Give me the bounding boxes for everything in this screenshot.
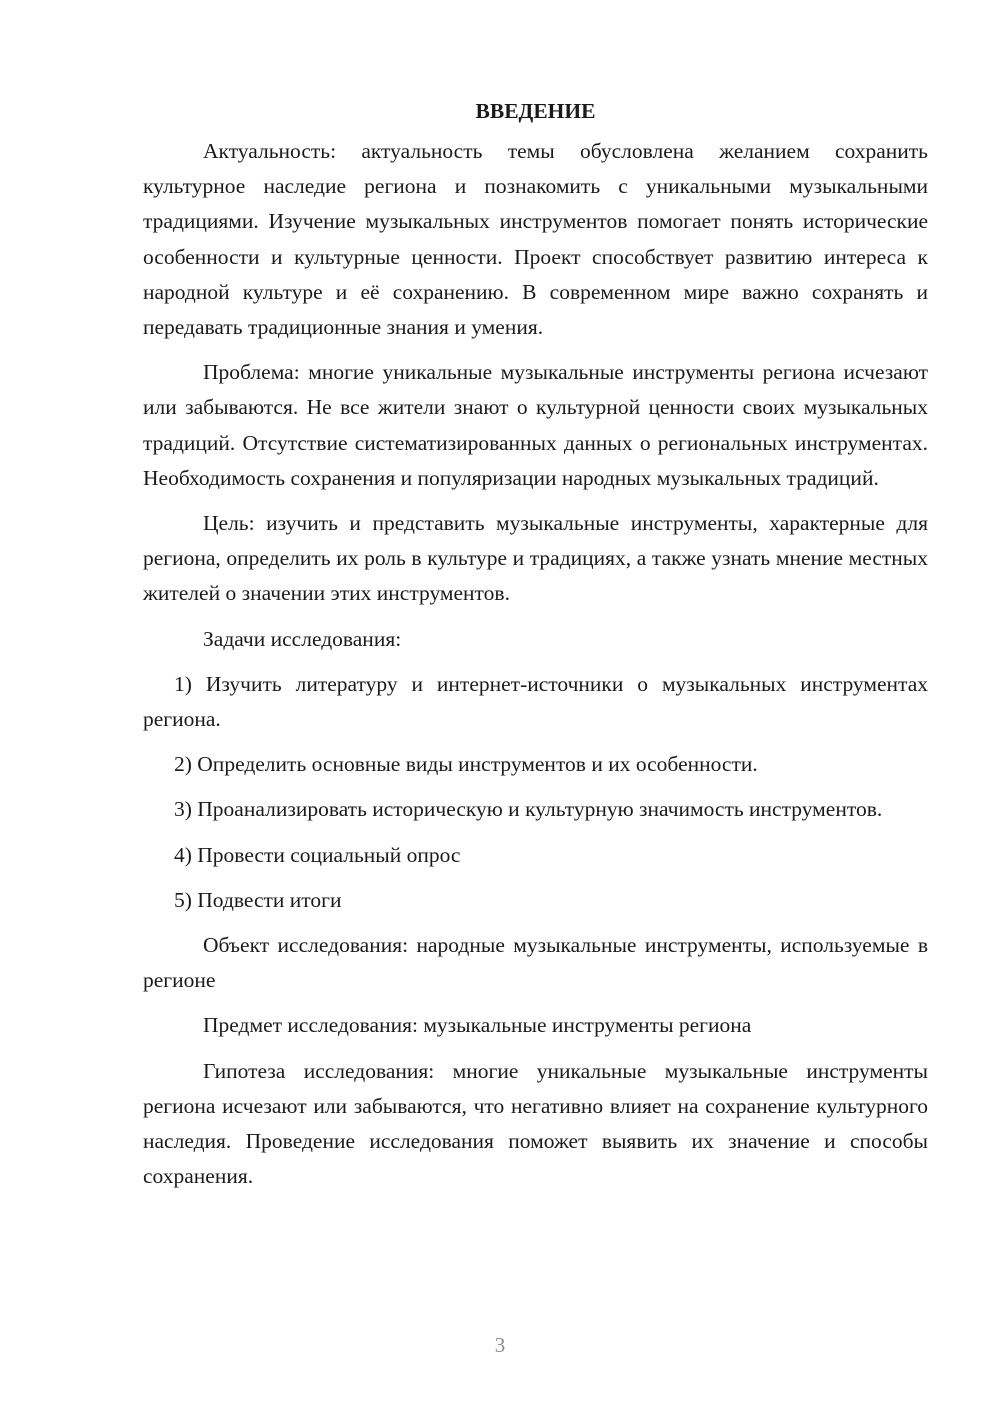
task-item-4: 4) Провести социальный опрос bbox=[174, 842, 461, 867]
task-item-5: 5) Подвести итоги bbox=[174, 887, 342, 912]
object-paragraph: Объект исследования: народные музыкальные инструменты, используемые в регионе bbox=[143, 933, 928, 993]
document-page bbox=[143, 96, 928, 1204]
task-item-3: 3) Проанализировать историческую и культурную значимость инструментов. bbox=[174, 797, 883, 822]
tasks-heading: Задачи исследования: bbox=[203, 626, 402, 651]
page-title: ВВЕДЕНИЕ bbox=[475, 99, 596, 123]
problem-paragraph: Проблема: многие уникальные музыкальные инструменты региона исчезают или забываются. Не все жители знают о культурной ценности своих музыкальных традиций. Отсутствие систематизированных данных о региональных инструментах. Необходимость сохранения и популяризации народных музыкальных традиций. bbox=[143, 360, 928, 490]
relevance-paragraph: Актуальность: актуальность темы обусловлена желанием сохранить культурное наследие региона и познакомить с уникальными музыкальными традициями. Изучение музыкальных инструментов помогает понять исторические особенности и культурные ценности. Проект способствует развитию интереса к народной культуре и её сохранению. В современном мире важно сохранять и передавать традиционные знания и умения. bbox=[143, 139, 928, 340]
subject-paragraph: Предмет исследования: музыкальные инструменты региона bbox=[203, 1013, 752, 1038]
hypothesis-paragraph: Гипотеза исследования: многие уникальные музыкальные инструменты региона исчезают или забываются, что негативно влияет на сохранение культурного наследия. Проведение исследования поможет выявить их значение и способы сохранения. bbox=[143, 1058, 928, 1189]
task-item-1: 1) Изучить литературу и интернет-источники о музыкальных инструментах региона. bbox=[143, 671, 928, 732]
page-number: 3 bbox=[494, 1333, 506, 1357]
task-item-2: 2) Определить основные виды инструментов и их особенности. bbox=[174, 752, 758, 777]
goal-paragraph: Цель: изучить и представить музыкальные инструменты, характерные для региона, определить их роль в культуре и традициях, а также узнать мнение местных жителей о значении этих инструментов. bbox=[143, 511, 928, 606]
